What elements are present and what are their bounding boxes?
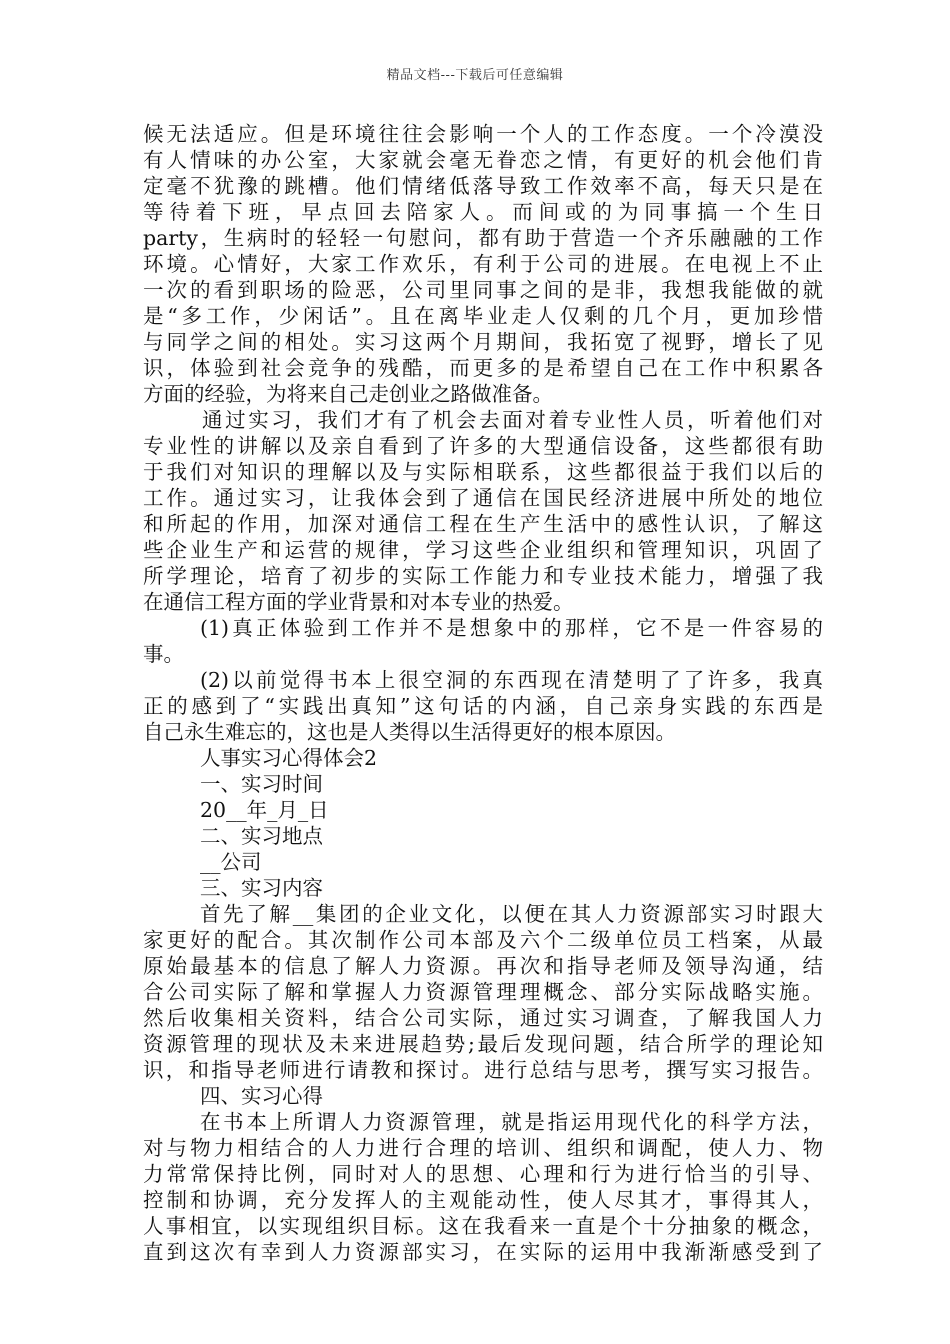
text-line: __公司 bbox=[200, 850, 262, 874]
text-line: (2)以前觉得书本上很空洞的东西现在清楚明了了许多，我真 bbox=[200, 668, 823, 692]
text-line: 些企业生产和运营的规律，学习这些企业组织和管理知识，巩固了 bbox=[143, 538, 823, 562]
text-line: 事。 bbox=[143, 642, 184, 666]
text-line: 在通信工程方面的学业背景和对本专业的热爱。 bbox=[143, 590, 574, 614]
text-line: 识，和指导老师进行请教和探讨。进行总结与思考，撰写实习报告。 bbox=[143, 1058, 823, 1082]
section-heading: 二、实习地点 bbox=[200, 824, 323, 848]
section-title: 人事实习心得体会2 bbox=[200, 746, 378, 770]
text-line: 环境。心情好，大家工作欢乐，有利于公司的进展。在电视上不止 bbox=[143, 252, 823, 276]
section-heading: 三、实习内容 bbox=[200, 876, 323, 900]
text-line: 于我们对知识的理解以及与实际相联系，这些都很益于我们以后的 bbox=[143, 460, 823, 484]
text-line: 直到这次有幸到人力资源部实习，在实际的运用中我渐渐感受到了 bbox=[143, 1240, 823, 1264]
text-line: 20__年_月_日 bbox=[200, 798, 329, 822]
text-line: 专业性的讲解以及亲自看到了许多的大型通信设备，这些都很有助 bbox=[143, 434, 823, 458]
text-line: 首先了解__集团的企业文化，以便在其人力资源部实习时跟大 bbox=[200, 902, 823, 926]
text-line: 正的感到了“实践出真知”这句话的内涵，自己亲身实践的东西是 bbox=[143, 694, 823, 718]
text-line: 方面的经验，为将来自己走创业之路做准备。 bbox=[143, 382, 553, 406]
text-line: 是“多工作，少闲话”。且在离毕业走人仅剩的几个月，更加珍惜 bbox=[143, 304, 823, 328]
text-line: 自己永生难忘的，这也是人类得以生活得更好的根本原因。 bbox=[143, 720, 676, 744]
text-line: 所学理论，培育了初步的实际工作能力和专业技术能力，增强了我 bbox=[143, 564, 823, 588]
text-line: 家更好的配合。其次制作公司本部及六个二级单位员工档案，从最 bbox=[143, 928, 823, 952]
text-line: 合公司实际了解和掌握人力资源管理理概念、部分实际战略实施。 bbox=[143, 980, 823, 1004]
text-line: 对与物力相结合的人力进行合理的培训、组织和调配，使人力、物 bbox=[143, 1136, 823, 1160]
text-line: 然后收集相关资料，结合公司实际，通过实习调查，了解我国人力 bbox=[143, 1006, 823, 1030]
text-line: 力常常保持比例，同时对人的思想、心理和行为进行恰当的引导、 bbox=[143, 1162, 823, 1186]
section-heading: 一、实习时间 bbox=[200, 772, 323, 796]
text-line: 一次的看到职场的险恶，公司里同事之间的是非，我想我能做的就 bbox=[143, 278, 823, 302]
text-line: 通过实习，我们才有了机会去面对着专业性人员，听着他们对 bbox=[202, 408, 823, 432]
text-line: 识，体验到社会竞争的残酷，而更多的是希望自己在工作中积累各 bbox=[143, 356, 823, 380]
text-line: 资源管理的现状及未来进展趋势;最后发现问题，结合所学的理论知 bbox=[143, 1032, 823, 1056]
text-line: 候无法适应。但是环境往往会影响一个人的工作态度。一个冷漠没 bbox=[143, 122, 823, 146]
page-header: 精品文档---下载后可任意编辑 bbox=[386, 68, 564, 83]
text-line: (1)真正体验到工作并不是想象中的那样，它不是一件容易的 bbox=[200, 616, 823, 640]
document-body bbox=[143, 121, 823, 1265]
text-line: 定毫不犹豫的跳槽。他们情绪低落导致工作效率不高，每天只是在 bbox=[143, 174, 823, 198]
text-line: 有人情味的办公室，大家就会毫无眷恋之情，有更好的机会他们肯 bbox=[143, 148, 823, 172]
text-line: 和所起的作用，加深对通信工程在生产生活中的感性认识，了解这 bbox=[143, 512, 823, 536]
text-line: 等待着下班，早点回去陪家人。而间或的为同事搞一个生日 bbox=[143, 200, 823, 224]
section-heading: 四、实习心得 bbox=[200, 1084, 323, 1108]
text-line: 与同学之间的相处。实习这两个月期间，我拓宽了视野，增长了见 bbox=[143, 330, 823, 354]
text-line: party，生病时的轻轻一句慰问，都有助于营造一个齐乐融融的工作 bbox=[143, 226, 823, 250]
text-line: 工作。通过实习，让我体会到了通信在国民经济进展中所处的地位 bbox=[143, 486, 823, 510]
text-line: 原始最基本的信息了解人力资源。再次和指导老师及领导沟通，结 bbox=[143, 954, 823, 978]
text-line: 在书本上所谓人力资源管理，就是指运用现代化的科学方法， bbox=[200, 1110, 823, 1134]
text-line: 人事相宜，以实现组织目标。这在我看来一直是个十分抽象的概念， bbox=[143, 1214, 823, 1238]
text-line: 控制和协调，充分发挥人的主观能动性，使人尽其才，事得其人， bbox=[143, 1188, 823, 1212]
